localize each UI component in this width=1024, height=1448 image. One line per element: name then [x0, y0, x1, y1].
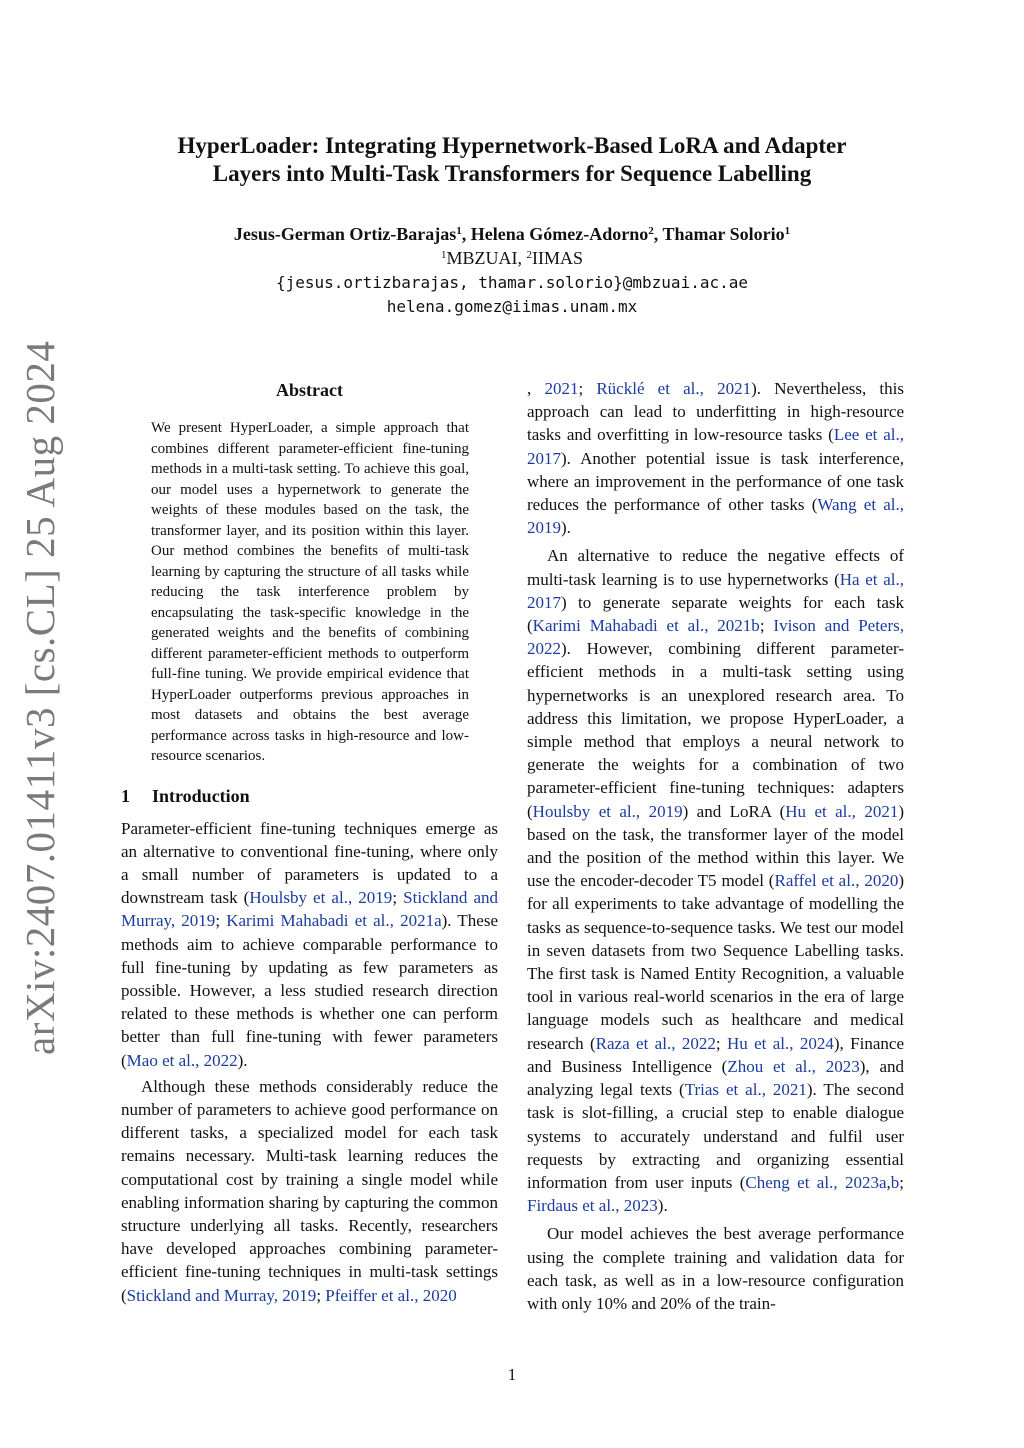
abstract-text: We present HyperLoader, a simple approach that combines different parameter-efficient fine-tuning methods in a multi-task setting. To achieve this goal, our model uses a hypernetwork to generate the weights of these modules based on the task, the transformer layer, and its position within this layer. Our method combines the benefits of multi-task learning by capturing the structure of all tasks while reducing the task interference problem by encapsulating the task-specific knowledge in the generated weights and the benefits of combining different parameter-efficient methods to outperform full-fine tuning. We provide empirical evidence that HyperLoader outperforms previous approaches in most datasets and obtains the best average performance across tasks in high-resource and low-resource scenarios.: [151, 420, 469, 764]
affil-2: IIMAS: [531, 248, 583, 268]
text-run: ), Finance and Business Intelligence (: [527, 1033, 904, 1076]
affil-1: MBZUAI,: [446, 248, 527, 268]
citation-link[interactable]: Hu et al., 2021: [785, 801, 899, 821]
intro-paragraph-2: [121, 1075, 498, 1307]
author-separator: ,: [653, 224, 663, 244]
citation-link[interactable]: Raffel et al., 2020: [774, 871, 899, 891]
intro-paragraph-3: [527, 544, 904, 1217]
text-run: ) based on the task, the transformer layer of the model and the position of the method within this layer. We use the encoder-decoder T5 model (: [527, 801, 904, 891]
citation-link[interactable]: b: [890, 1172, 900, 1192]
citation-link[interactable]: Zhou et al., 2023: [727, 1056, 860, 1076]
abstract-body: [151, 418, 469, 767]
text-run: ,: [527, 379, 545, 398]
citation-link[interactable]: Ha et al., 2017: [527, 569, 904, 612]
text-run: ). The second task is slot-filling, a crucial step to enable dialogue systems to accurately understand and fulfil user requests by extracting and organizing essential information from user inputs (: [527, 1080, 905, 1192]
citation-link[interactable]: Ivison and Peters, 2022: [527, 616, 904, 659]
citation-link[interactable]: 2021: [544, 379, 579, 398]
citation-link[interactable]: Hu et al., 2024: [726, 1033, 834, 1053]
affil-mark-1: 1: [440, 249, 447, 261]
text-run: ) to generate separate weights for each task (: [527, 592, 904, 636]
citation-link[interactable]: Firdaus et al., 2023: [527, 1196, 658, 1216]
text-run: ;: [578, 379, 597, 398]
author-3-affil-mark: 1: [784, 225, 791, 237]
text-run: ). These methods aim to achieve comparable performance to full fine-tuning by updating as few parameters as possible. However, a less studied research direction related to these methods is whether one can perform better than full fine-tuning with fewer parameters (: [121, 911, 498, 1070]
text-run: ), and analyzing legal texts (: [527, 1056, 904, 1100]
citation-link[interactable]: Karimi Mahabadi et al., 2021b: [532, 616, 760, 636]
intro-paragraph-1: [121, 817, 498, 1072]
abstract-heading: Abstract: [276, 380, 343, 400]
text-run: ).: [561, 518, 571, 538]
citation-link[interactable]: Wang et al., 2019: [527, 495, 904, 538]
citation-link[interactable]: Houlsby et al., 2019: [532, 801, 683, 821]
author-list: [120, 222, 904, 246]
text-run: ;: [899, 1172, 904, 1192]
citation-link[interactable]: Trias et al., 2021: [684, 1080, 807, 1100]
citation-link[interactable]: Pfeiffer et al., 2020: [325, 1285, 457, 1305]
text-run: Parameter-efficient fine-tuning techniques emerge as an alternative to conventional fine-tuning, where only a small number of parameters is updated to a downstream task (: [121, 818, 498, 908]
text-run: ;: [215, 911, 227, 931]
citation-link[interactable]: Stickland and Murray, 2019: [126, 1285, 317, 1305]
right-column: [527, 377, 904, 1315]
intro-paragraph-2-continued: [527, 377, 904, 539]
text-run: ;: [715, 1033, 727, 1053]
author-1: Jesus-German Ortiz-Barajas: [233, 224, 457, 244]
author-1-affil-mark: 1: [456, 225, 462, 237]
email-line-2: helena.gomez@iimas.unam.mx: [386, 297, 638, 316]
citation-link[interactable]: Karimi Mahabadi et al., 2021a: [226, 911, 442, 931]
author-2: Helena Gómez-Adorno: [470, 224, 649, 244]
intro-paragraph-4: Our model achieves the best average performance using the complete training and validation data for each task, as well as in a low-resource configuration with only 10% and 20% of the train-: [527, 1224, 904, 1313]
citation-link[interactable]: Houlsby et al., 2019: [249, 888, 393, 908]
text-run: ) for all experiments to take advantage of modelling the tasks as sequence-to-sequence tasks. We test our model in seven datasets from two Sequence Labelling tasks. The first task is Named Entity Recognition, a valuable tool in various real-world scenarios in the era of large language models such as healthcare and medical research (: [527, 871, 904, 1053]
title-line-1: HyperLoader: Integrating Hypernetwork-Based LoRA and Adapter: [177, 133, 847, 158]
text-run: Although these methods considerably reduce the number of parameters to achieve good performance on different tasks, a specialized model for each task remains necessary. Multi-task learning reduces the computational cost by training a single model while enabling information sharing by capturing the common structure underlying all tasks. Recently, researchers have developed approaches combining parameter-efficient fine-tuning techniques in multi-task settings (: [121, 1076, 498, 1305]
citation-link[interactable]: Lee et al., 2017: [527, 425, 904, 468]
author-separator: ,: [461, 224, 471, 244]
page-number: 1: [507, 1365, 517, 1384]
author-3: Thamar Solorio: [662, 224, 785, 244]
text-run: ). However, combining different parameter-efficient methods in a multi-task setting using hypernetworks is an unexplored research area. To address this limitation, we propose HyperLoader, a simple method that employs a neural network to generate the weights for a combination of two parameter-efficient fine-tuning techniques: adapters (: [527, 639, 904, 821]
text-run: An alternative to reduce the negative effects of multi-task learning is to use hypernetworks (: [527, 546, 904, 589]
text-run: ;: [759, 616, 774, 636]
section-title: Introduction: [152, 785, 250, 806]
citation-link[interactable]: Raza et al., 2022: [595, 1033, 716, 1053]
text-run: ). Another potential issue is task interference, where an improvement in the performance of one task reduces the performance of other tasks (: [527, 448, 904, 515]
text-run: ).: [237, 1050, 248, 1070]
citation-link[interactable]: Stickland and Murray, 2019: [121, 888, 499, 931]
left-column: [121, 377, 498, 1307]
text-run: ). Nevertheless, this approach can lead to underfitting in high-resource tasks and overfitting in low-resource tasks (: [527, 379, 904, 445]
title-line-2: Layers into Multi-Task Transformers for Sequence Labelling: [212, 161, 812, 186]
text-run: ) and LoRA (: [682, 801, 786, 821]
citation-link[interactable]: Cheng et al., 2023a: [745, 1172, 887, 1192]
text-run: ;: [392, 888, 404, 908]
affil-mark-2: 2: [526, 249, 532, 261]
affiliations: [120, 247, 904, 269]
section-heading-introduction: [121, 783, 498, 809]
text-run: ,: [886, 1172, 891, 1192]
paper-title: [120, 132, 904, 188]
arxiv-identifier: arXiv:2407.01411v3 [cs.CL] 25 Aug 2024: [17, 340, 63, 1055]
email-line-1: {jesus.ortizbarajas, thamar.solorio}@mbzuai.ac.ae: [275, 273, 748, 292]
section-number: 1: [121, 785, 130, 806]
author-2-affil-mark: 2: [648, 225, 654, 237]
citation-link[interactable]: Mao et al., 2022: [126, 1050, 238, 1070]
citation-link[interactable]: Rücklé et al., 2021: [596, 379, 752, 398]
text-run: ).: [657, 1196, 668, 1216]
text-run: ;: [316, 1285, 326, 1305]
